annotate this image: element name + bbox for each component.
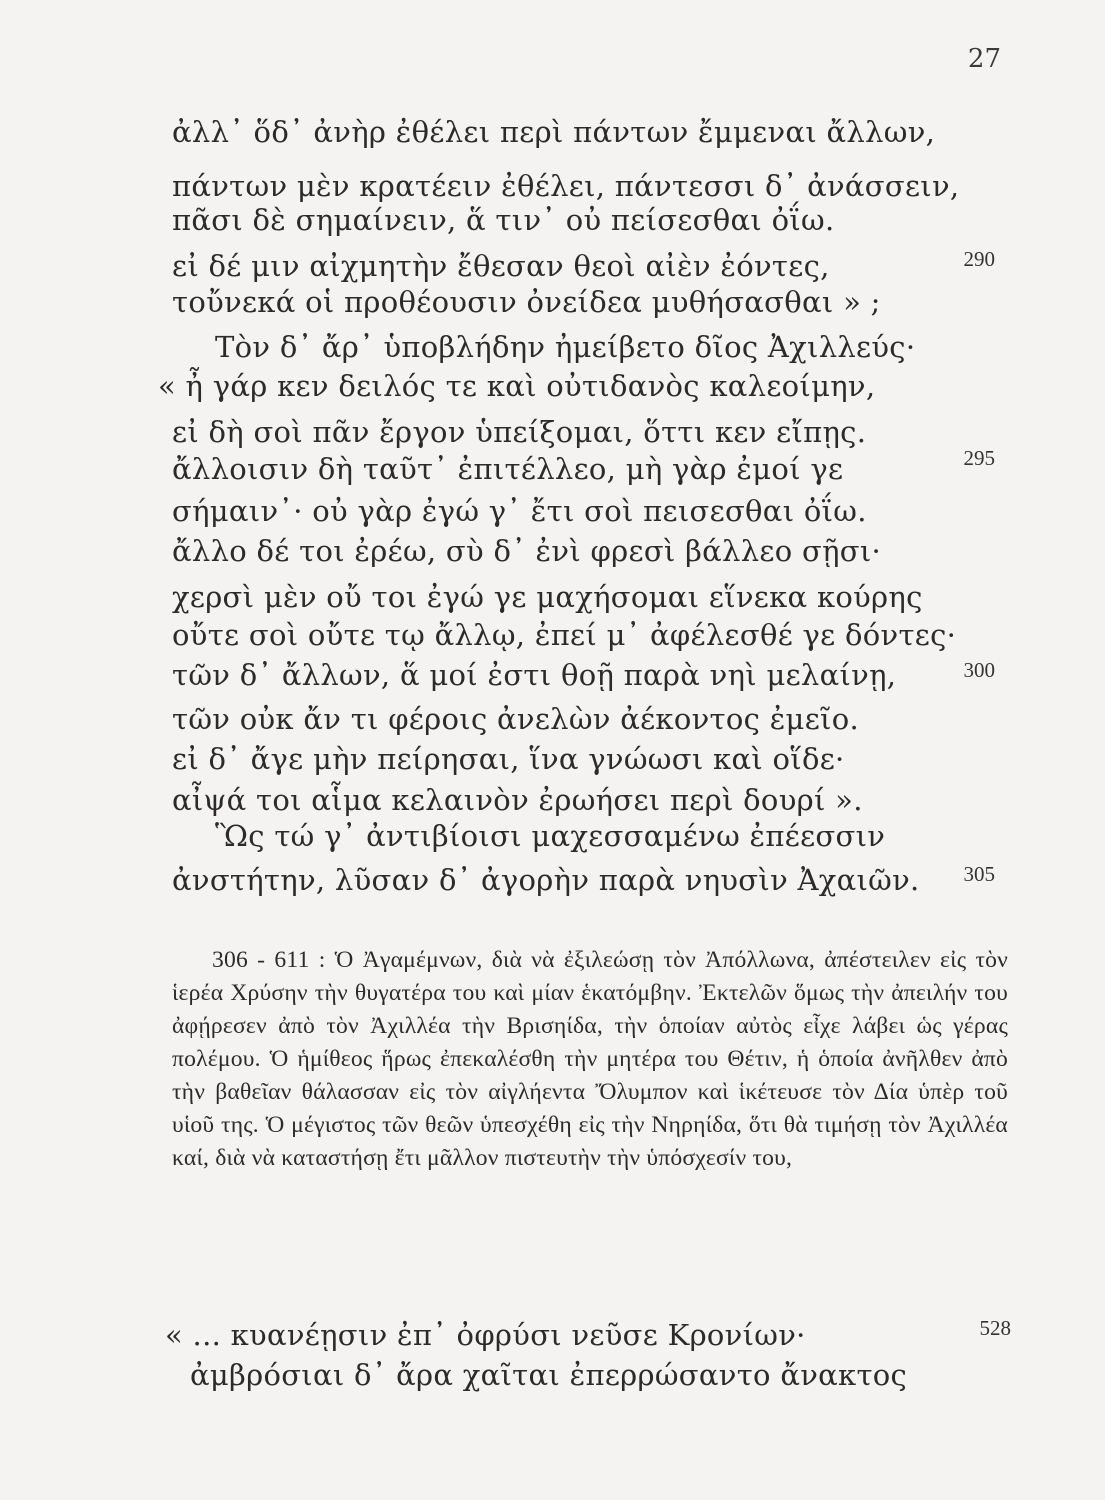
summary-paragraph: [172, 944, 1008, 1175]
verse-line: εἰ δ᾽ ἄγε μὴν πείρησαι, ἵνα γνώωσι καὶ οἵδε·: [172, 742, 845, 776]
verse-line: αἶψά τοι αἷμα κελαινὸν ἐρωήσει περὶ δουρί ».: [172, 783, 863, 817]
verse-line: Ὣς τώ γ᾽ ἀντιβίοισι μαχεσσαμένω ἐπέεσσιν: [215, 819, 886, 853]
verse-line: χερσὶ μὲν οὔ τοι ἐγώ γε μαχήσομαι εἵνεκα κούρης: [172, 580, 923, 614]
line-number: 300: [963, 658, 995, 682]
verse-line: τῶν οὐκ ἄν τι φέροις ἀνελὼν ἀέκοντος ἐμεῖο.: [172, 702, 859, 736]
line-number: 295: [963, 446, 995, 470]
verse-line: τῶν δ᾽ ἄλλων, ἅ μοί ἐστι θοῇ παρὰ νηὶ μελαίνῃ,: [172, 658, 897, 692]
summary-text: 306 - 611 : Ὁ Ἀγαμέμνων, διὰ νὰ ἐξιλεώσῃ τὸν Ἀπόλλωνα, ἀπέστειλεν εἰς τὸν ἱερέα Χρύσην τὴν θυγατέρα του καὶ μίαν ἑκατόμβην. Ἐκτελῶν ὅμως τὴν ἀπειλήν του ἀφῄρεσεν ἀπὸ τὸν Ἀχιλλέα τὴν Βρισηίδα, τὴν ὁποίαν αὐτὸς εἶχε λάβει ὡς γέρας πολέμου. Ὁ ἡμίθεος ἥρως ἐπεκαλέσθη τὴν μητέρα του Θέτιν, ἡ ὁποία ἀνῆλθεν ἀπὸ τὴν βαθεῖαν θάλασσαν εἰς τὸν αἰγλήεντα Ὄλυμπον καὶ ἱκέτευσε τὸν Δία ὑπὲρ τοῦ υἱοῦ της. Ὁ μέγιστος τῶν θεῶν ὑπεσχέθη εἰς τὴν Νηρηίδα, ὅτι θὰ τιμήσῃ τὸν Ἀχιλλέα καί, διὰ νὰ καταστήσῃ ἔτι μᾶλλον πιστευτὴν τὴν ὑπόσχεσίν του,: [172, 947, 1008, 1171]
line-number: 305: [963, 862, 995, 886]
line-number: 528: [979, 1316, 1011, 1340]
verse-line: εἰ δέ μιν αἰχμητὴν ἔθεσαν θεοὶ αἰὲν ἐόντες,: [172, 249, 830, 283]
verse-line: σήμαιν᾽· οὐ γὰρ ἐγώ γ᾽ ἔτι σοὶ πεισεσθαι ὀΐω.: [172, 494, 867, 528]
verse-line: ἀλλ᾽ ὅδ᾽ ἀνὴρ ἐθέλει περὶ πάντων ἔμμεναι ἄλλων,: [172, 115, 936, 149]
verse-line: εἰ δὴ σοὶ πᾶν ἔργον ὑπείξομαι, ὅττι κεν εἴπῃς.: [172, 415, 867, 449]
verse-line: πᾶσι δὲ σημαίνειν, ἅ τιν᾽ οὐ πείσεσθαι ὀΐω.: [172, 203, 835, 237]
verse-line: τοὔνεκά οἱ προθέουσιν ὀνείδεα μυθήσασθαι » ;: [172, 285, 881, 319]
verse-line: ἄλλοισιν δὴ ταῦτ᾽ ἐπιτέλλεο, μὴ γὰρ ἐμοί γε: [172, 452, 844, 486]
verse-line: « ... κυανέῃσιν ἐπ᾽ ὀφρύσι νεῦσε Κρονίων·: [165, 1318, 806, 1352]
verse-line: Τὸν δ᾽ ἄρ᾽ ὑποβλήδην ἠμείβετο δῖος Ἀχιλλεύς·: [215, 330, 916, 364]
verse-line: οὔτε σοὶ οὔτε τῳ ἄλλῳ, ἐπεί μ᾽ ἀφέλεσθέ γε δόντες·: [172, 618, 957, 652]
line-number: 290: [963, 247, 995, 271]
verse-line: « ἦ γάρ κεν δειλός τε καὶ οὐτιδανὸς καλεοίμην,: [158, 369, 876, 403]
verse-line: πάντων μὲν κρατέειν ἐθέλει, πάντεσσι δ᾽ ἀνάσσειν,: [172, 169, 960, 203]
page-number: 27: [967, 44, 1001, 74]
verse-line: ἀνστήτην, λῦσαν δ᾽ ἀγορὴν παρὰ νηυσὶν Ἀχαιῶν.: [172, 863, 920, 897]
verse-line: ἄλλο δέ τοι ἐρέω, σὺ δ᾽ ἐνὶ φρεσὶ βάλλεο σῇσι·: [172, 534, 882, 568]
verse-line: ἀμβρόσιαι δ᾽ ἄρα χαῖται ἐπερρώσαντο ἄνακτος: [190, 1358, 908, 1392]
